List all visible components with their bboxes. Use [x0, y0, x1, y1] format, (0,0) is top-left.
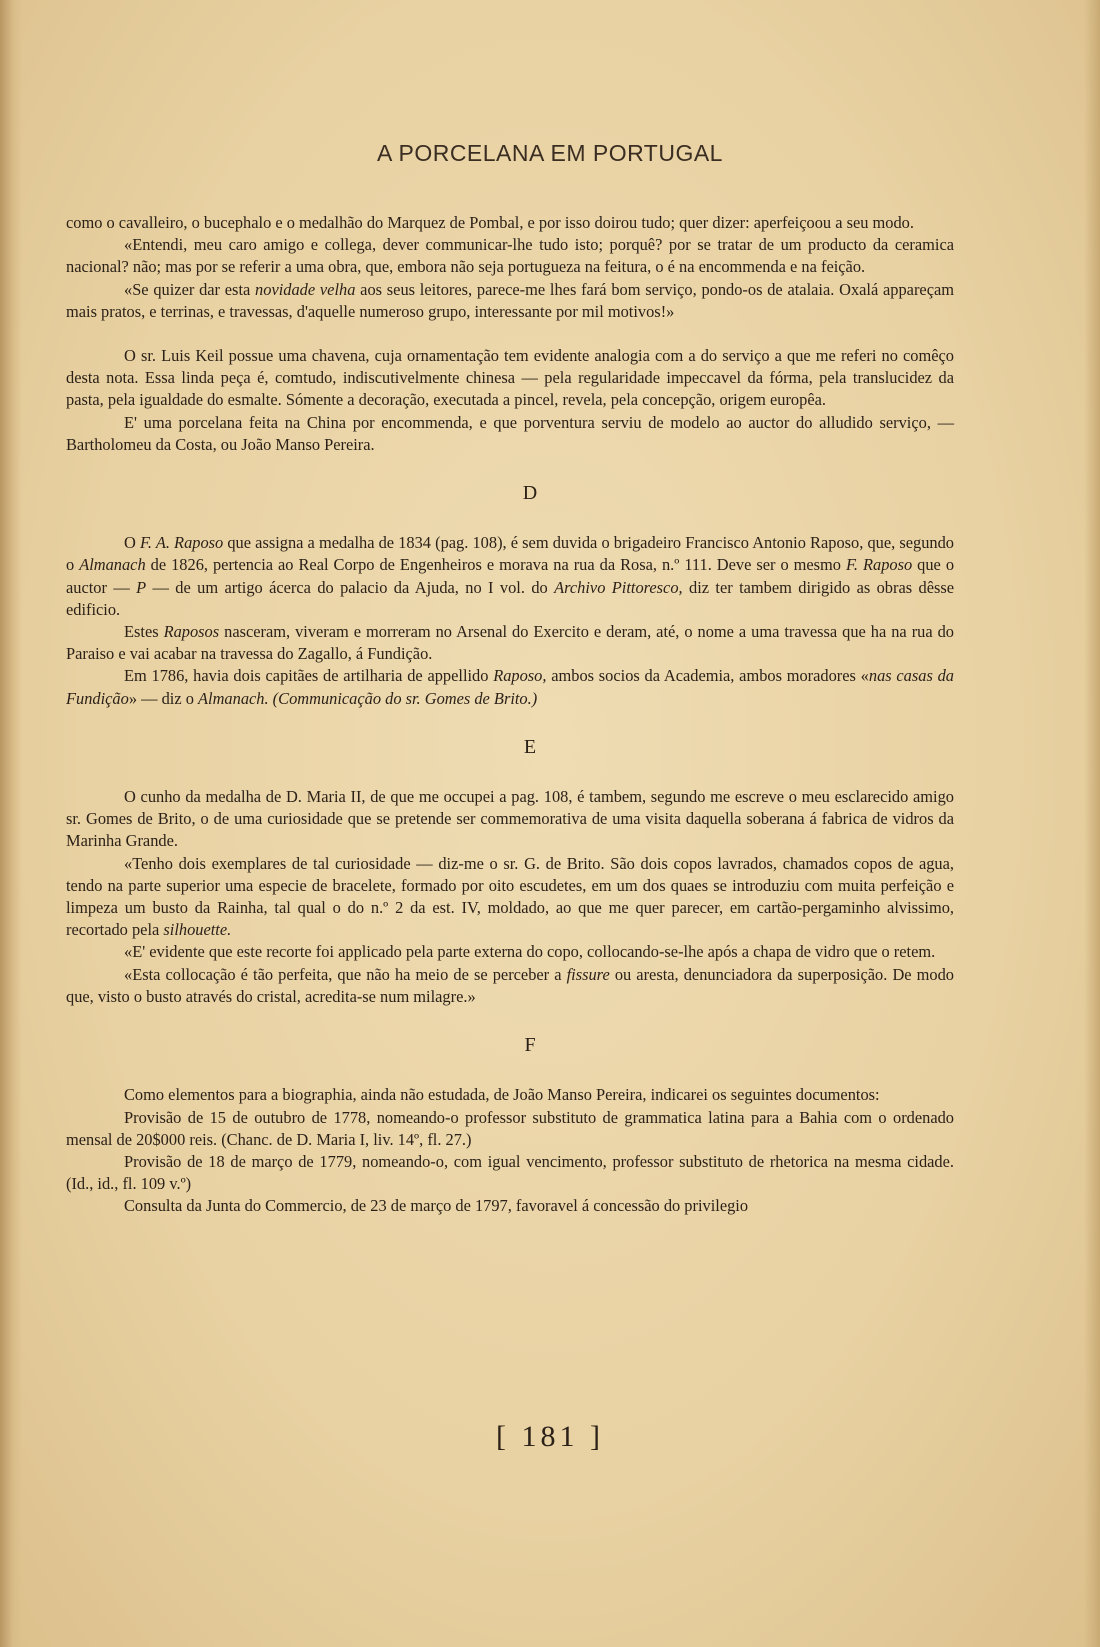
page-left-edge — [0, 0, 22, 1647]
paragraph: «Entendi, meu caro amigo e collega, dever communicar-lhe tudo isto; porquê? por se tratar de um producto da ceramica nacional? não; mas por se referir a uma obra, que, embora não seja portugueza na feitura, o é na encommenda e na feição. — [66, 235, 954, 277]
paragraph: O sr. Luis Keil possue uma chavena, cuja ornamentação tem evidente analogia com a do serviço a que me referi no comêço desta nota. Essa linda peça é, comtudo, indiscutivelmente chinesa — pela regularidade impeccavel da fórma, pela translucidez da pasta, pela igualdade do esmalte. Sómente a decoração, executada a pincel, revela, pela concepção, origem europêa. — [66, 346, 954, 410]
section-heading-e: E — [523, 735, 537, 758]
paragraph: como o cavalleiro, o bucephalo e o medalhão do Marquez de Pombal, e por isso doirou tudo; quer dizer: aperfeiçoou a seu modo. — [66, 213, 914, 232]
paragraph: «Se quizer dar esta novidade velha aos seus leitores, parece-me lhes fará bom serviço, pondo-os de atalaia. Oxalá appareçam mais pratos, e terrinas, e travessas, d'aquelle numeroso grupo, interessante por mil motivos!» — [66, 279, 954, 321]
running-head: A PORCELANA EM PORTUGAL — [377, 140, 723, 166]
paragraph: Provisão de 18 de março de 1779, nomeando-o, com igual vencimento, professor substituto de rhetorica na mesma cidade. (Id., id., fl. 109 v.º) — [66, 1151, 954, 1194]
body-text — [66, 212, 954, 1218]
paragraph: Como elementos para a biographia, ainda não estudada, de João Manso Pereira, indicarei os seguintes documentos: — [124, 1085, 880, 1105]
paragraph: O cunho da medalha de D. Maria II, de que me occupei a pag. 108, é tambem, segundo me escreve o meu esclarecido amigo sr. Gomes de Brito, o de uma curiosidade que se pretende ser commemorativa de uma visita daquella soberana á fabrica de vidros da Marinha Grande. — [66, 787, 954, 851]
paragraph: O F. A. Raposo que assigna a medalha de 1834 (pag. 108), é sem duvida o brigadeiro Francisco Antonio Raposo, que, segundo o Almanach de 1826, pertencia ao Real Corpo de Engenheiros e morava na rua da Rosa, n.º 111. Deve ser o mesmo F. Raposo que o auctor — P — de um artigo ácerca do palacio da Ajuda, no I vol. do Archivo Pittoresco, diz ter tambem dirigido as obras dêsse edificio. — [66, 533, 955, 619]
paragraph: Consulta da Junta do Commercio, de 23 de março de 1797, favoravel á concessão do privilegio — [124, 1196, 749, 1216]
paragraph: E' uma porcelana feita na China por encommenda, e que porventura serviu de modelo ao auctor do alludido serviço, — Bartholomeu da Costa, ou João Manso Pereira. — [66, 412, 954, 454]
paragraph: Em 1786, havia dois capitães de artilharia de appellido Raposo, ambos socios da Academia, ambos moradores «nas casas da Fundição» — diz o Almanach. (Communicação do sr. Gomes de Brito.) — [66, 666, 954, 708]
paragraph: «E' evidente que este recorte foi applicado pela parte externa do copo, collocando-se-lhe após a chapa de vidro que o retem. — [124, 942, 936, 962]
section-heading-f: F — [524, 1034, 536, 1057]
paragraph: Estes Raposos nasceram, viveram e morreram no Arsenal do Exercito e deram, até, o nome a uma travessa que ha na rua do Paraiso e vai acabar na travessa do Zagallo, á Fundição. — [66, 622, 954, 664]
section-heading-d: D — [522, 482, 538, 505]
paragraph-gap — [66, 323, 954, 345]
paragraph: «Tenho dois exemplares de tal curiosidade — diz-me o sr. G. de Brito. São dois copos lavrados, chamados copos de agua, tendo na parte superior uma especie de bracelete, formado por oito escudetes, em um dos quaes se introduziu com muita perfeição e limpeza um busto da Rainha, tal qual o do n.º 2 da est. IV, moldado, ao que me quer parecer, em cartão-pergaminho alvissimo, recortado pela silhouette. — [66, 853, 954, 940]
page-right-edge — [1084, 0, 1100, 1647]
paragraph: Provisão de 15 de outubro de 1778, nomeando-o professor substituto de grammatica latina para a Bahia com o ordenado mensal de 20$000 reis. (Chanc. de D. Maria I, liv. 14º, fl. 27.) — [66, 1107, 954, 1149]
page-number: [ 181 ] — [496, 1420, 604, 1453]
paragraph: «Esta collocação é tão perfeita, que não ha meio de se perceber a fissure ou aresta, denunciadora da superposição. De modo que, visto o busto através do cristal, acredita-se num milagre.» — [66, 964, 954, 1006]
